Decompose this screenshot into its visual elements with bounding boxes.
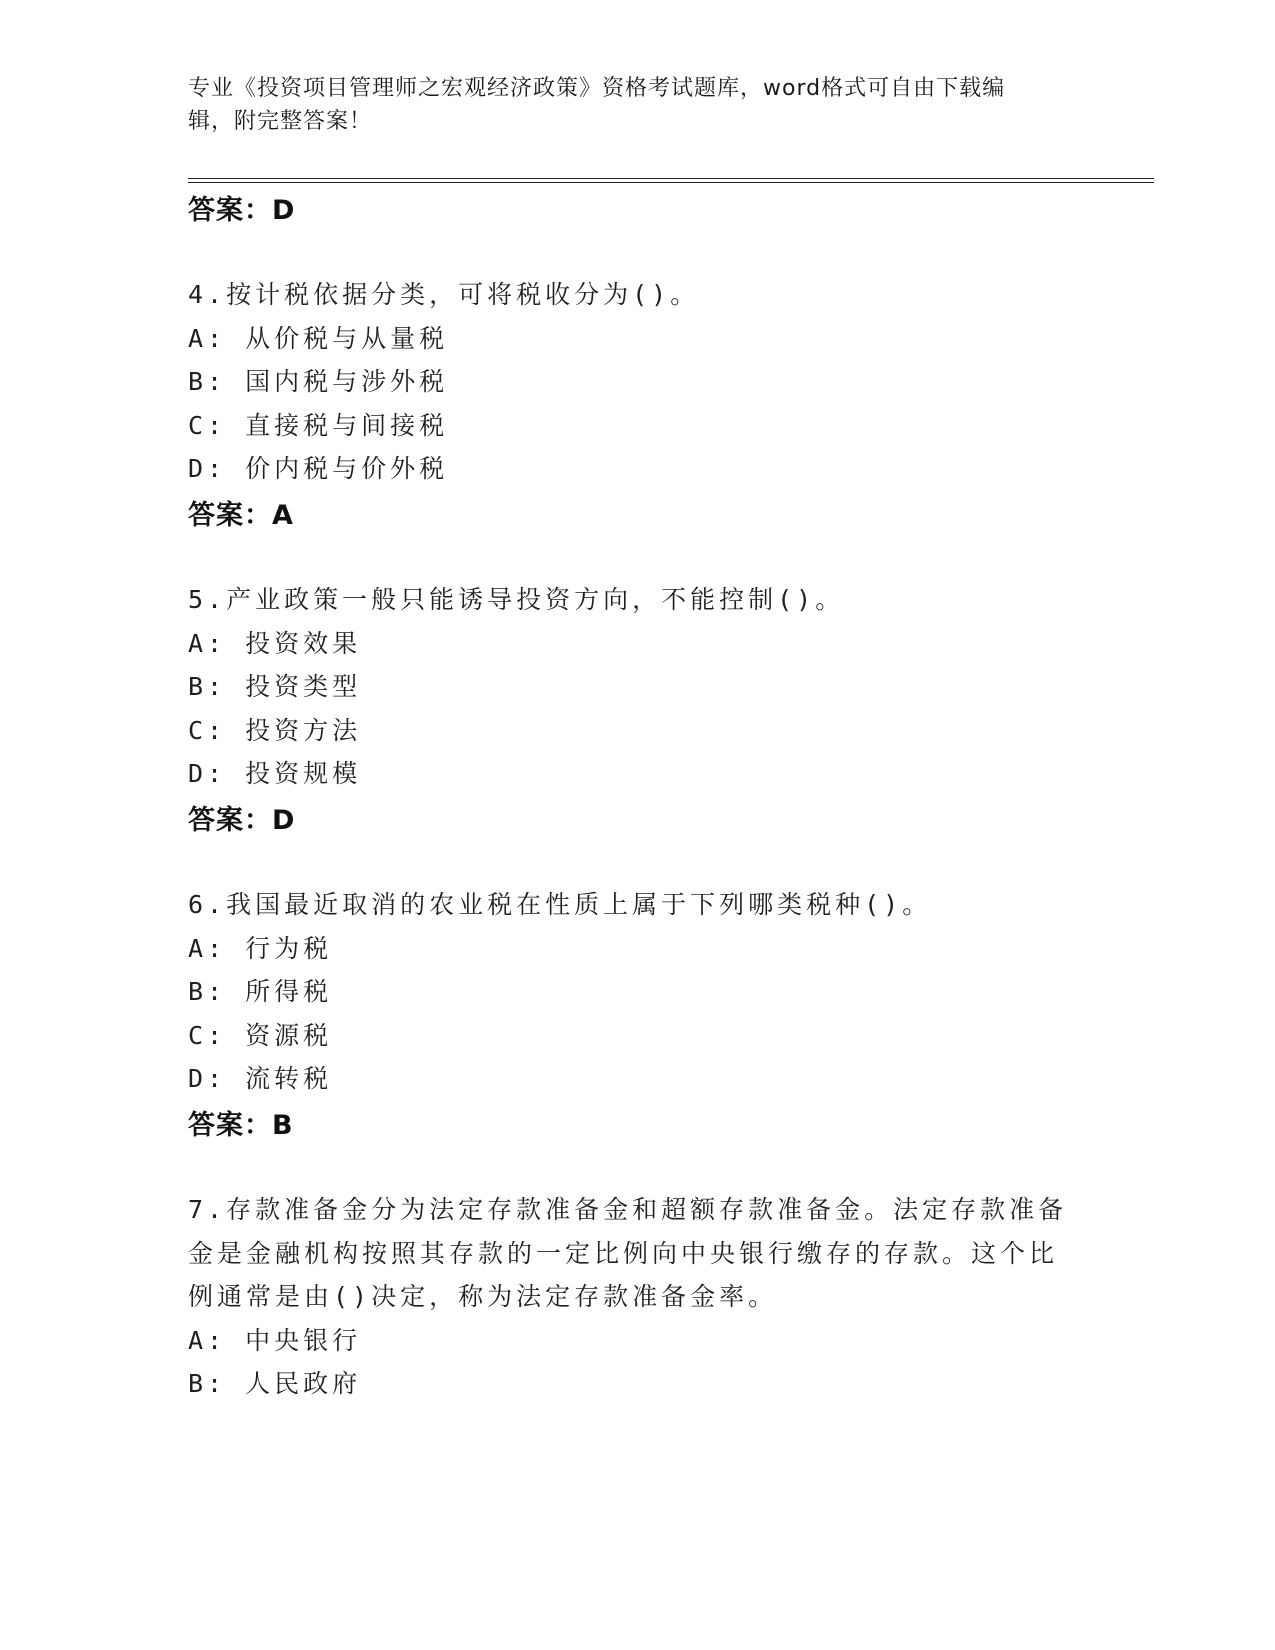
- header-divider-top: [188, 178, 1154, 179]
- question-4-option-c: C: 直接税与间接税: [188, 411, 449, 440]
- question-6-stem: 6.我国最近取消的农业税在性质上属于下列哪类税种()。: [188, 890, 932, 919]
- question-6-option-a: A: 行为税: [188, 934, 333, 963]
- question-5-option-a: A: 投资效果: [188, 629, 362, 658]
- question-7-stem-line-3: 例通常是由()决定，称为法定存款准备金率。: [188, 1282, 778, 1311]
- header-line-2: 辑，附完整答案！: [188, 109, 373, 134]
- document-header: [188, 72, 1088, 138]
- question-4-stem: 4.按计税依据分类，可将税收分为()。: [188, 280, 700, 309]
- question-6-option-c: C: 资源税: [188, 1021, 333, 1050]
- question-5-stem: 5.产业政策一般只能诱导投资方向，不能控制()。: [188, 585, 845, 614]
- question-7-stem-line-1: 7.存款准备金分为法定存款准备金和超额存款准备金。法定存款准备: [188, 1195, 1068, 1224]
- question-6-option-b: B: 所得税: [188, 977, 333, 1006]
- answer-3: 答案：D: [188, 195, 296, 226]
- answer-4: 答案：A: [188, 500, 294, 531]
- question-7-option-b: B: 人民政府: [188, 1369, 362, 1398]
- question-7-option-a: A: 中央银行: [188, 1326, 362, 1355]
- question-4-option-d: D: 价内税与价外税: [188, 454, 449, 483]
- question-7-stem-line-2: 金是金融机构按照其存款的一定比例向中央银行缴存的存款。这个比: [188, 1239, 1059, 1268]
- question-6-option-d: D: 流转税: [188, 1064, 333, 1093]
- question-5-option-c: C: 投资方法: [188, 716, 362, 745]
- question-4-option-a: A: 从价税与从量税: [188, 324, 449, 353]
- question-5-option-d: D: 投资规模: [188, 759, 362, 788]
- header-line-1: 专业《投资项目管理师之宏观经济政策》资格考试题库，word格式可自由下载编: [188, 76, 1006, 101]
- answer-5: 答案：D: [188, 805, 296, 836]
- question-4-option-b: B: 国内税与涉外税: [188, 367, 449, 396]
- question-5-option-b: B: 投资类型: [188, 672, 362, 701]
- answer-6: 答案：B: [188, 1110, 294, 1141]
- header-divider-bottom: [188, 182, 1154, 183]
